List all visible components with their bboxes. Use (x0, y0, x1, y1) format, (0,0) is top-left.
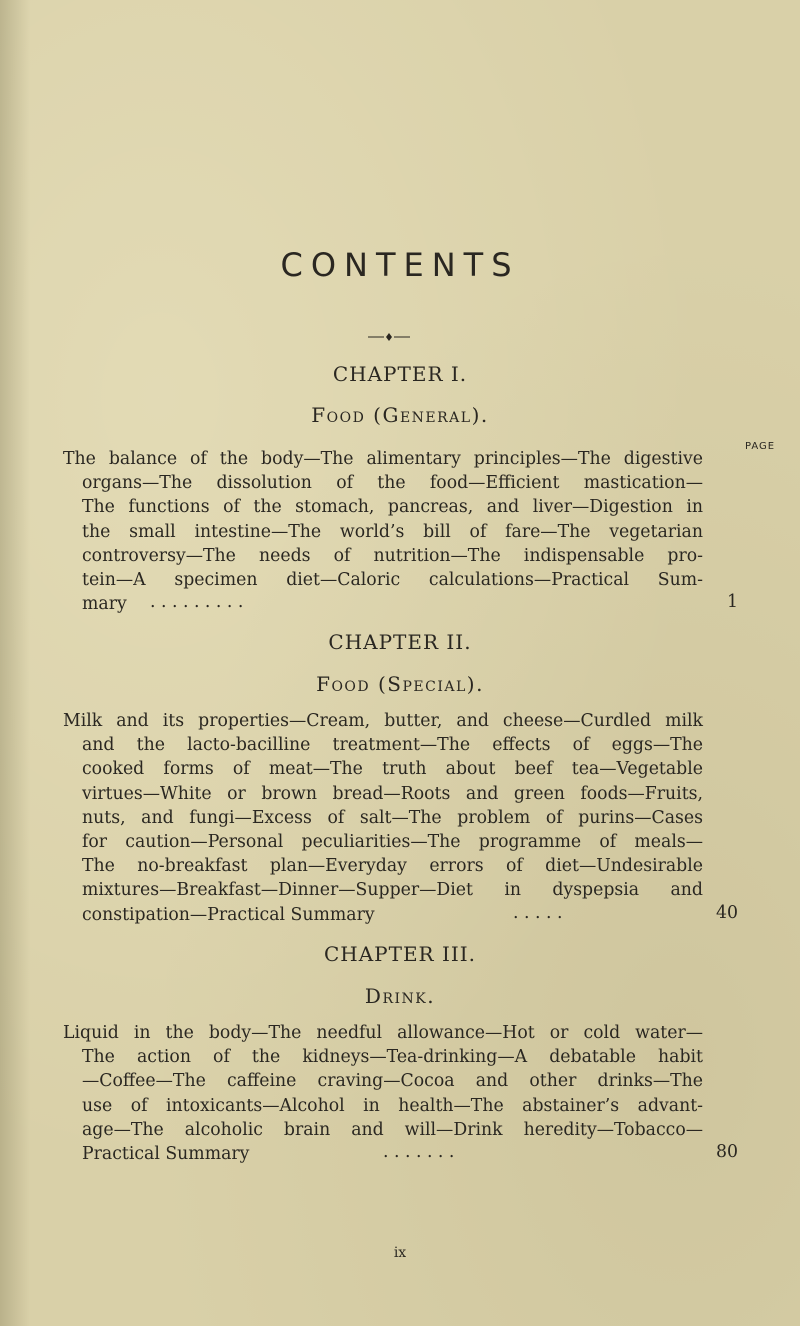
summary-line: and the lacto-bacilline treatment—The effects of eggs—The (82, 735, 703, 756)
chapter-1-summary (63, 447, 703, 616)
page-folio: ix (393, 1245, 407, 1261)
summary-line: tein—A specimen diet—Caloric calculations—Practical Sum- (82, 570, 703, 591)
chapter-2-summary (63, 709, 703, 927)
summary-line: virtues—White or brown bread—Roots and green foods—Fruits, (82, 783, 703, 804)
page-number: 1 (727, 592, 738, 612)
chapter-3-subtitle: Drink. (364, 984, 436, 1008)
summary-line: The balance of the body—The alimentary principles—The digestive (63, 449, 703, 469)
chapter-1-subtitle: Food (General). (311, 403, 489, 427)
summary-line: the small intestine—The world’s bill of fare—The vegetarian (82, 521, 703, 542)
chapter-3-heading: CHAPTER III. (323, 942, 477, 966)
chapter-2-heading: CHAPTER II. (328, 630, 472, 654)
summary-line: organs—The dissolution of the food—Efficient mastication— (82, 473, 703, 494)
summary-line: mary (82, 594, 127, 615)
dot-leader: . . . . . . . (383, 1142, 455, 1162)
summary-line: nuts, and fungi—Excess of salt—The problem of purins—Cases (82, 807, 703, 828)
summary-line: constipation—Practical Summary (82, 904, 375, 925)
summary-line: The no-breakfast plan—Everyday errors of diet—Undesirable (82, 856, 703, 877)
page-number: 40 (716, 903, 738, 923)
summary-line: age—The alcoholic brain and will—Drink heredity—Tobacco— (82, 1119, 703, 1140)
chapter-1-heading: CHAPTER I. (332, 362, 468, 386)
summary-line: cooked forms of meat—The truth about beef tea—Vegetable (82, 759, 703, 780)
summary-line: Practical Summary (82, 1144, 250, 1165)
page-number: 80 (716, 1142, 738, 1162)
summary-line: Milk and its properties—Cream, butter, and cheese—Curdled milk (63, 711, 703, 731)
summary-line: The action of the kidneys—Tea-drinking—A debatable habit (82, 1047, 703, 1068)
summary-line: Liquid in the body—The needful allowance—Hot or cold water— (63, 1023, 703, 1043)
chapter-2-subtitle: Food (Special). (316, 672, 484, 696)
summary-line: mixtures—Breakfast—Dinner—Supper—Diet in dyspepsia and (82, 880, 703, 901)
contents-title: CONTENTS (280, 246, 520, 284)
summary-line: use of intoxicants—Alcohol in health—The abstainer’s advant- (82, 1095, 703, 1116)
summary-line: The functions of the stomach, pancreas, and liver—Digestion in (82, 497, 703, 518)
summary-line: controversy—The needs of nutrition—The indispensable pro- (82, 545, 703, 566)
summary-line: —Coffee—The caffeine craving—Cocoa and other drinks—The (82, 1071, 703, 1092)
page-column-label: PAGE (745, 441, 776, 452)
ornament-rule-icon (368, 333, 410, 341)
page-edge-shadow (0, 0, 30, 1326)
dot-leader: . . . . . . . . . (150, 592, 244, 612)
dot-leader: . . . . . (513, 903, 563, 923)
summary-line: for caution—Personal peculiarities—The programme of meals— (82, 832, 703, 853)
